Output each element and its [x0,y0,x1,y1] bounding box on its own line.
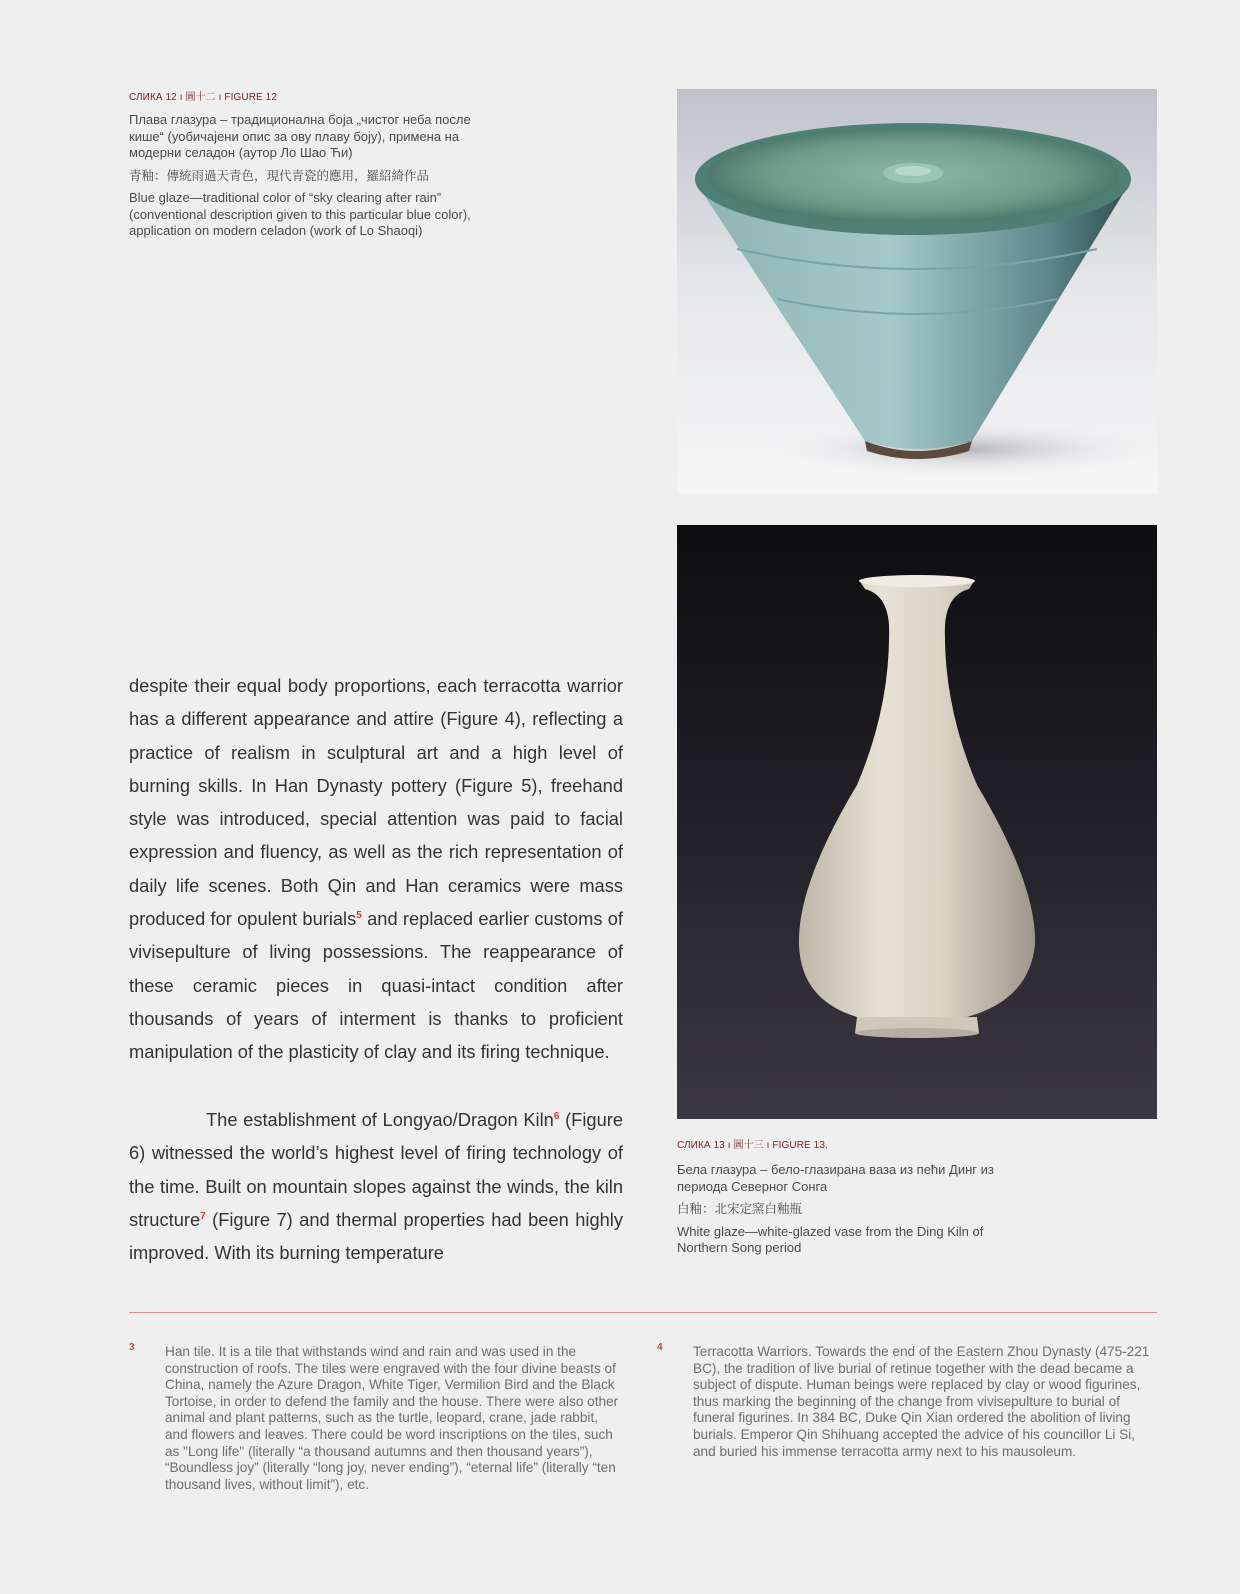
body-paragraph-2: The establishment of Longyao/Dragon Kiln$^6$ (Figure 6) witnessed the world’s highest level of firing technology of the time. Built on mountain slopes against the winds, the kiln structure$^7$ (Figure 7) and thermal properties had been highly improved. With its burning temperature [129,1109,623,1264]
footnote-3-text: Han tile. It is a tile that withstands wind and rain and was used in the construction of roofs. The tiles were engraved with the four divine beasts of China, namely the Azure Dragon, White Tiger, Vermilion Bird and the Black Tortoise, in order to defend the family and the house. There were also other animal and plant patterns, such as the turtle, leopard, crane, jade rabbit, and flowers and leaves. There could be word inscriptions on the tiles, such as "Long life" (literally “a thousand autumns and then thousand years”), “Boundless joy” (literally “long joy, never ending”), “eternal life” (literally “ten thousand lives, without limit”), etc. [165,1344,619,1492]
figure-13-label: СЛИКА 13 ı 圖十三 ı FIGURE 13. [677,1140,828,1151]
body-text-2 [129,1103,623,1269]
footnote-divider [129,1312,1157,1313]
footnote-4-number: 4 [657,1342,663,1353]
figure-12-caption [129,112,509,246]
body-paragraph-1: despite their equal body proportions, each terracotta warrior has a different appearance and attire (Figure 4), reflecting a practice of realism in sculptural art and a high level of burning skills. In Han Dynasty pottery (Figure 5), freehand style was introduced, special attention was paid to facial expression and fluency, as well as the rich representation of daily life scenes. Both Qin and Han ceramics were mass produced for opulent burials$^5$ and replaced earlier customs of vivisepulture of living possessions. The reappearance of these ceramic pieces in quasi-intact condition after thousands of years of interment is thanks to proficient manipulation of the plasticity of clay and its firing technique. [129,675,623,1063]
figure-12-label: СЛИКА 12 ı 圖十二 ı FIGURE 12 [129,92,277,103]
figure-13-caption [677,1162,1027,1263]
figure-13-caption-english: White glaze—white-glazed vase from the Ding Kiln of Northern Song period [677,1223,984,1255]
footnote-ref-6[interactable]: 6 [553,1111,560,1122]
footnote-4-text: Terracotta Warriors. Towards the end of the Eastern Zhou Dynasty (475-221 BC), the tradition of live burial of retinue together with the dead became a subject of dispute. Human beings were replaced by clay or wood figurines, thus marking the beginning of the change from vivisepulture to burial of funeral figurines. In 384 BC, Duke Qin Xian ordered the abolition of living burials. Emperor Qin Shihuang accepted the advice of his councillor Li Si, and buried his immense terracotta army next to his mausoleum. [693,1344,1150,1459]
figure-13-caption-serbian: Бела глазура – бело-глазирана ваза из пећи Динг из периода Северног Сонга [677,1162,994,1194]
footnote-3-number: 3 [129,1342,135,1353]
figure-12-caption-english: Blue glaze—traditional color of “sky clearing after rain” (conventional description given to this particular blue color), application on modern celadon (work of Lo Shaoqi) [129,190,471,238]
figure-12-celadon-bowl-photo [677,89,1157,493]
figure-12-caption-chinese: 青釉：傳統雨過天青色，現代青瓷的應用，羅紹綺作品 [129,167,430,183]
figure-12-caption-serbian: Плава глазура – традиционална боја „чистог неба после кише“ (уобичајени опис за ову плаву боју), примена на модерни селадон (аутор Ло Шао Ћи) [129,112,471,160]
figure-13-caption-chinese: 白釉：北宋定窯白釉瓶 [677,1201,803,1216]
body-text [129,669,623,1069]
footnote-ref-5[interactable]: 5 [356,910,362,922]
footnote-ref-7[interactable]: 7 [200,1210,206,1222]
figure-13-white-vase-photo [677,525,1157,1119]
